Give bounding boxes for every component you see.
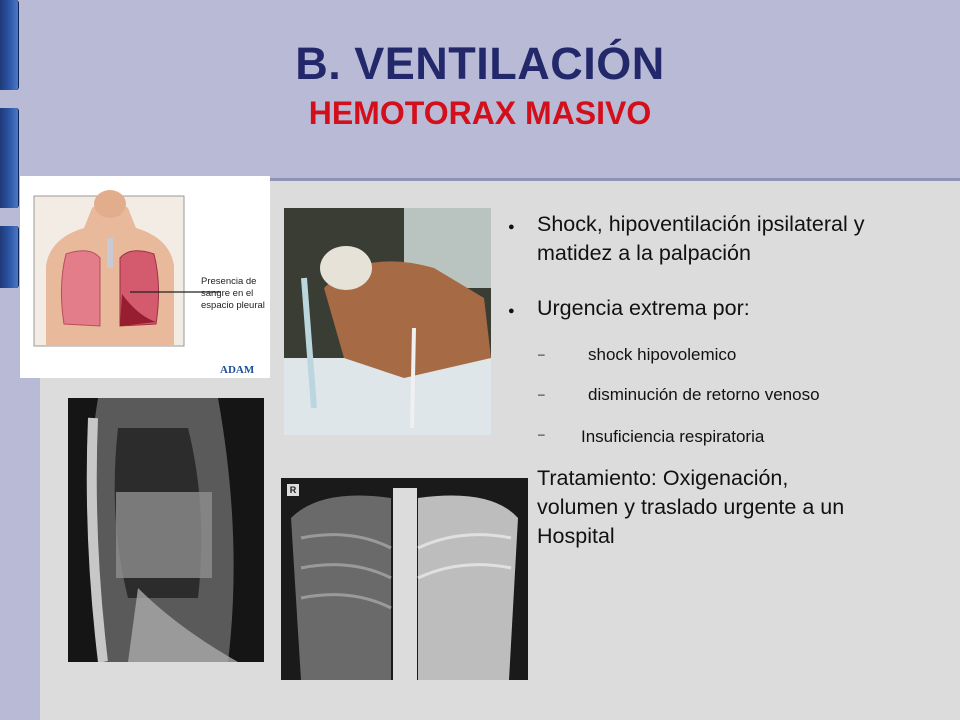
hemothorax-illustration	[20, 176, 270, 378]
sub-bullet-3: Insuficiencia respiratoria	[581, 427, 765, 446]
slide-title: B. VENTILACIÓN	[295, 38, 665, 89]
slide-subtitle: HEMOTORAX MASIVO	[308, 95, 652, 131]
sub-bullet-1: shock hipovolemico	[588, 345, 737, 364]
xray-marker: R	[287, 484, 299, 496]
illustration-caption-1: Presencia de	[201, 276, 257, 287]
bullet-2-text: Urgencia extrema por:	[537, 296, 750, 320]
lateral-xray-graphic	[68, 398, 264, 662]
bullet-icon: ●	[508, 305, 515, 317]
bullet-icon: ●	[508, 221, 515, 233]
lateral-xray	[68, 398, 264, 662]
pa-xray-graphic	[281, 478, 528, 680]
bullet-1-line-2: matidez a la palpación	[537, 241, 751, 265]
illustration-caption-2: sangre en el	[201, 288, 254, 299]
patient-photo	[284, 208, 491, 435]
adam-logo: ADAM	[220, 364, 255, 376]
sub-bullet-dash-icon: –	[538, 387, 545, 401]
left-tab-3	[0, 226, 18, 288]
treatment-line-1: Tratamiento: Oxigenación,	[537, 466, 789, 490]
bullet-1-line-1: Shock, hipoventilación ipsilateral y	[537, 212, 865, 236]
illustration-caption-3: espacio pleural	[201, 300, 265, 311]
sub-bullet-2: disminución de retorno venoso	[588, 385, 820, 404]
sub-bullet-dash-icon: –	[538, 347, 545, 361]
patient-photo-graphic	[284, 208, 491, 435]
treatment-line-3: Hospital	[537, 524, 615, 548]
sub-bullet-dash-icon: –	[538, 427, 545, 441]
pa-xray	[281, 478, 528, 680]
treatment-line-2: volumen y traslado urgente a un	[537, 495, 845, 519]
